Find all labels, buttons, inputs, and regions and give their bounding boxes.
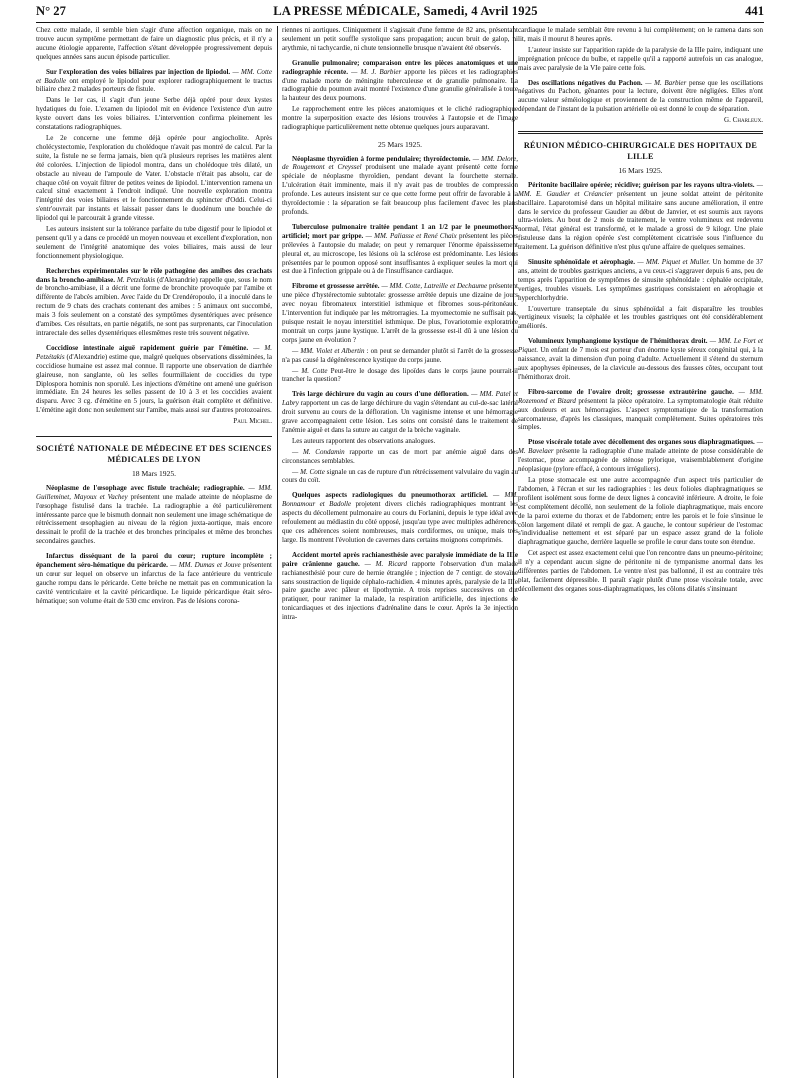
article [282,390,518,435]
article-authors: M. Petzétakis [116,275,156,284]
column-2 [282,26,518,1078]
paragraph [282,367,518,385]
article-title: Volumineux lymphangiome kystique de l'hémithorax droit. [528,337,708,346]
signature: Paul Michel. [233,417,272,426]
paragraph: Cet aspect est assez exactement celui que l'on rencontre dans un pneumo-péritoine; il n'y a cependant aucun signe de péritonite ni de tympanisme anormal dans les différentes parties de l'abdomen. Le ventre n'est pas ballonné, il est au contraire très plat, facilement dépressible. Il paraît s'agir plutôt d'une ptose viscérale totale, avec décollement des organes sous-diaphragmatiques, les côlons dilatés s'insinuant [518,549,763,593]
article [36,344,272,415]
article-text: Peut-être le dosage des lipoïdes dans le corps jaune pourrait-il trancher la question? [282,366,518,384]
paragraph [282,468,518,486]
session-date: 16 Mars 1925. [618,166,663,176]
article-text: présentent la pièce opératoire. La symptomatologie était réduite aux douleurs et aux hémorragies. L'aspect symptomatique de la transformation sarcomateuse, d'après les classiques, manquait complètement. Suites opératoires très simples. [518,396,763,432]
article-authors: — MM. Le Fort et Piquet. [518,337,763,355]
article-title: Granulie pulmonaire; comparaison entre les pièces anatomiques et une radiographie récente. [282,58,518,76]
article [36,68,272,95]
article-title: Recherches expérimentales sur le rôle pathogène des amibes des crachats dans la broncho-amibiase. [36,266,272,284]
article-authors: — MM. Guilleminet, Mayoux et Vachey [36,483,272,501]
paragraph: Dans le 1er cas, il s'agit d'un jeune Serbe déjà opéré pour deux kystes hydatiques du foie. L'examen du lipiodol mit en évidence l'existence d'un autre kyste ouvert dans les voies biliaires. L'intervention confirma pleinement les constatations radiographiques. [36,96,272,132]
article-title: Fibrome et grossesse arrêtée. [292,282,380,291]
article-text: présentent un cœur sur lequel on observe un infarctus de la face antérieure du ventricule gauche rompu dans le péricarde. Cette brèche ne mettait pas en communication la cavité ventriculaire et la cavité péricardique. Le liquide péricardique était séro-hématique; son volume était de 530 cmc environ. Pas de lésions corona- [36,561,272,605]
article [36,484,272,546]
page-number: 441 [745,4,764,18]
article-text: Un homme de 37 ans, atteint de troubles gastriques anciens, a vu ceux-ci s'aggraver depuis 6 ans, peu de temps après l'apparition de symptômes de sinusite sphénoïdale : céphalée occipitale, vertiges, troubles visuels. Les symptômes gastriques consistaient en aérophagie et hyperchlorhydrie. [518,258,763,302]
paragraph: La ptose stomacale est une autre accompagnée d'un aspect très particulier de l'abdomen, à l'écran et sur les radiographies : les deux folioles diaphragmatiques se profilent isolément sous forme de deux lignes à concavité inférieure. A droite, le foie est complètement décollé, non seulement de la foliole diaphragmatique, mais encore de la paroi externe du thorax et de l'abdomen; entre les parois et le foie s'insinue le côlon largement dilaté et rempli de gaz. A gauche, le contour supérieur de l'estomac s'individualise nettement et est séparé par un espace assez grand de la foliole diaphragmatique gauche, derrière laquelle se profile le cœur dans toute son étendue. [518,475,763,547]
article-title: Quelques aspects radiologiques du pneumothorax artificiel. [292,491,488,500]
article [36,267,272,338]
article [282,491,518,544]
society-title: SOCIÉTÉ NATIONALE DE MÉDECINE ET DES SCIENCES MÉDICALES DE LYON [36,444,272,465]
paragraph: riennes ni aortiques. Cliniquement il s'agissait d'une femme de 82 ans, présentant seulement un petit souffle systolique sans propagation; aucun bruit de galop, ni arythmie, ni tachycardie, ni chute tensionnelle brusque n'avaient été observés. [282,26,518,52]
article-title: Sinusite sphénoïdale et aérophagie. [528,258,635,267]
paragraph: Les auteurs rapportent des observations analogues. [292,436,436,445]
article-authors: — MM. Bonnamour et Badolle [282,491,518,509]
article-title: Des oscillations négatives du Pachon. [528,78,643,87]
article-authors: — M. Cotte [292,467,325,476]
article-text: apporte les pièces et les radiographies d'une malade morte de méningite tuberculeuse et de granulie pulmonaire. La radiographie du poumon avait montré l'existence d'une granulie généralisée à toute la hauteur des deux poumons. [282,67,518,103]
article [282,282,518,344]
issue-number: N° 27 [36,4,66,18]
article-title: Sur l'exploration des voies biliaires par injection de lipiodol. [46,67,231,76]
header-rule [36,22,764,23]
article [282,551,518,622]
article-title: Néoplasme de l'œsophage avec fistule trachéale; radiographie. [46,483,245,492]
article-authors: — M. Barbier [645,78,687,87]
section-rule [518,131,763,134]
signature: G. Charleux. [724,116,763,125]
article-title: Péritonite bacillaire opérée; récidive; guérison par les rayons ultra-violets. [528,180,755,189]
paragraph: L'auteur insiste sur l'apparition rapide de la paralysie de la IIIe paire, indiquant une imprégnation précoce du bulbe, et rappelle qu'il a rapporté autrefois un cas analogue, mais avec paralysie de la VIe paire cette fois. [518,45,763,72]
article-title: Accident mortel après rachianesthésie avec paralysie immédiate de la IIIe paire crânienne gauche. [282,550,518,568]
article-authors: — MM. Cotte et Badolle [36,67,272,85]
article [518,258,763,303]
article-text: Un enfant de 7 mois est porteur d'un énorme kyste séreux congénital qui, à la naissance, avait la dimension d'un poing d'adulte. Actuellement il s'étend du sternum aux apophyses épineuses, de la clavicule au-dessous des fausses côtes, occupant tout l'hémithorax droit. [518,346,763,381]
paragraph [282,347,518,365]
article-authors: — MM. Paliasse et René Chaix [365,231,457,240]
article-authors: — M. Bavelaer [518,438,763,456]
article-authors: — M. Petzétakis [36,343,272,361]
article [518,438,763,474]
session-date: 18 Mars 1925. [131,469,177,479]
article-authors: — M. J. Barbier [351,67,402,76]
article-authors: — M. Cotte [292,366,328,375]
article [282,155,518,217]
column-3 [518,26,763,1078]
article-title: Coccidiose intestinale aiguë rapidement guérie par l'émétine. [46,343,249,352]
article-authors: — M. Ricard [364,559,408,568]
article [36,552,272,605]
article-text: projetent divers clichés radiographiques montrant les aspects du décollement pulmonaire au cours du Forlanini, depuis le type idéal avec refoulement au médiastin du côté opposé, jusqu'au type avec multiples adhérences, que ces adhérences soient nombreuses, mais cordiformes, ou unique, mais très large. Ils montrent l'évolution de cavernes dans certains moignons comprimés. [282,500,518,544]
article-text: (d'Alexandrie) rappelle que, sous le nom de broncho-amibiase, il a décrit une forme de bronchite provoquée par l'amibe et différente de l'abcès amibien. Avec l'aide du Dr Crendéropoulo, il a inoculé dans le rectum de 9 chats des crachats contenant des amibes : 5 animaux ont succombé, mais 3 fois seulement on a constaté des symptômes dysentériques avec présence d'amibes. Ces résultats, en partie négatifs, ne sont pas surprenants, car l'inoculation intrarectale des selles dysentériques ellesmêmes reste très souvent négative. [36,275,272,337]
article-authors: — MM. Piquet et Muller. [637,258,711,267]
article-text: rapporte l'observation d'un malade rachianesthésié pour cure de hernie étranglée ; injection de 7 centigr. de stovaïne sans soustraction de liquide céphalo-rachidien. 4 minutes après, paralysie de la IIIe paire gauche avec pâleur et lipothymie. A trois reprises successives on dut pratiquer, pour ranimer la malade, la respiration artificielle, des injections de tonicardiaques et des injections d'adrénaline dans le cœur. Après la 3e injection intra- [282,559,518,622]
article [518,337,763,382]
article-title: Infarctus disséquant de la paroi du cœur; rupture incomplète ; épanchement séro-hématique du péricarde. [36,552,272,570]
journal-title: LA PRESSE MÉDICALE, Samedi, 4 Avril 1925 [273,4,538,18]
paragraph: Le 2e concerne une femme déjà opérée pour angiocholite. Après cholécystectomie, l'exploration du cholédoque n'avait pas montré de calcul. Par la suite, la fistule ne se ferma jamais, bien qu'à plusieurs reprises les matières alent été colorées. L'injection de lipiodol montra, dans un cholédoque très dilaté, un obstacle au niveau de l'ampoule de Vater. L'obstacle n'était pas absolu, car de chaque côté on voyait filtrer de petites veines de lipiodol. L'intervention ramena un calcul situé exactement à l'endroit indiqué. Une nouvelle exploration montra l'intégrité des voies biliaires et le fonctionnement du sphincter d'Oddi. Celui-ci s'entr'ouvrait par instants et laissait passer dans le duodénum une bouchée de lipiodol qui le parcourait à grande vitesse. [36,133,272,223]
article-authors: — MM. Patel et Labry [282,390,518,408]
session-date: 25 Mars 1925. [377,139,423,149]
article [282,223,518,276]
society-title: RÉUNION MÉDICO-CHIRURGICALE DES HOPITAUX DE LILLE [523,141,758,162]
article-authors: — MM. Delore, de Rougemont et Creyssel [282,154,518,172]
article-authors: — MM. Rozemond et Bizard [518,387,763,405]
paragraph: Le rapprochement entre les pièces anatomiques et le cliché radiographique montre la superposition exacte des lésions trouvées à l'autopsie et de l'image radiographique particulièrement nette obtenue quelques jours auparavant. [282,105,518,132]
article-text: (d'Alexandrie) estime que, malgré quelques observations disséminées, la coccidiose humaine est assez mal connue. Il rapporte une observation de diarrhée glaireuse, non sanglante, où les selles fourmillaient de coccidies du type Diplospora hominis non sporulé. Les injections d'émétine ont amené une guérison immédiate. En 24 heures les selles passent de 10 à 3 et les coccidies avaient disparu. Avec 3 cg. d'émétine en 5 jours, la guérison était complète et définitive. L'émétine agit donc non seulement sur l'amibe, mais aussi sur d'autres protozoaires. [36,352,272,415]
article-text: pense que les oscillations négatives du Pachon, gênantes pour la lecture, doivent être négligées. Elles n'ont aucune valeur séméiologique et proviennent de la construction même de l'appareil, dépendant de l'instant de la pulsation artérielle où est donné le coup de séparation. [518,78,763,114]
article-text: présentent les pièces prélevées à l'autopsie du malade; on peut y remarquer l'énorme épaississement pleural et, au microscope, les lésions où la sclérose est prédominante. Les lésions présentées par le poumon opposé sont insuffisantes à expliquer seules la mort qui est due à l'infection grippale ou à de l'insuffisance cardiaque. [282,231,518,276]
article-title: Très large déchirure du vagin au cours d'une défloration. [292,390,469,399]
paragraph: Les auteurs insistent sur la tolérance parfaite du tube digestif pour le lipiodol et pensent qu'il y a dans ce procédé un moyen nouveau et excellent d'exploration, non seulement de l'intégrité anatomique des voies biliaires, mais aussi de leur fonctionnement physiologique. [36,225,272,260]
article-authors: — MM. Violet et Albertin [292,346,365,355]
article-title: Ptose viscérale totale avec décollement des organes sous diaphragmatiques. [528,438,755,447]
article [518,181,763,252]
article-authors: — MM. E. Gaudier et Créancier [518,180,763,198]
article-title: Néoplasme thyroïdien à forme pendulaire; thyroïdectomie. [292,154,471,163]
article-text: présente la radiographie d'une malade atteinte de ptose considérable de l'estomac, ptose accompagnée de sténose pylorique, vraisemblablement d'origine néoplasique (pylore effacé, à contours irréguliers). [518,447,763,474]
article-authors: — MM. Cotte, Latreille et Dechaume [381,282,488,291]
article-text: signale un cas de rupture d'un rétrécissement valvulaire du vagin au cours du coït. [282,467,518,485]
article-authors: — MM. Dumas et Jouve [170,561,241,570]
article-text: rapporte un cas de mort par anémie aiguë dans des circonstances semblables. [282,447,518,465]
article-text: présentent un jeune soldat atteint de péritonite bacillaire. Laparotomisé dans un hôpital militaire sans aucune amélioration, il entre dans le service du professeur Gaudier au début de Janvier, et est soumis aux rayons ultra-violets. Au bout de 2 mois de traitement, le ventre volumineux est redevenu normal, l'état général est transformé, et le malade a grossi de 9 kilogr. Une plaie fistuleuse dans la région opérée s'est complètement cicatrisée sous l'influence du traitement. La guérison définitive n'est plus qu'une affaire de quelques semaines. [518,189,763,252]
column-divider [277,26,278,1078]
paragraph: Chez cette malade, il semble bien s'agir d'une affection organique, mais on ne trouve aucun symptôme permettant de faire un diagnostic plus précis, et il n'y a aucune étiologie apparente, l'affection s'étant développée progressivement depuis quelques années sans aucun épisode particulier. [36,26,272,61]
article-text: rapportent un cas de large déchirure du vagin s'étendant au cul-de-sac latéral droit survenu au cours de la défloration. Un vaginisme intense et une hémorragie grave accompagnaient cette lésion. Les soins ont consisté dans le traitement de l'anémie aiguë et dans la suture au catgut de la brèche vaginale. [282,399,518,434]
paragraph [282,448,518,466]
article [518,79,763,115]
article [282,59,518,104]
section-rule [36,436,272,437]
article-title: Fibro-sarcome de l'ovaire droit; grossesse extrautérine gauche. [528,387,734,396]
paragraph: L'ouverture transeptale du sinus sphénoïdal a fait disparaître les troubles vertigineux visuels; la céphalée et les troubles gastriques ont été considérablement améliorés. [518,304,763,331]
article-text: : on peut se demander plutôt si l'arrêt de la grossesse n'a pas causé la dégénérescence kystique du corps jaune. [282,346,518,364]
article [518,388,763,433]
article-text: produisent une malade ayant présenté cette forme spéciale de néoplasme thyroïdien, pendant devant la fourchette sternale. L'ulcération était imminente, mais il n'y avait pas de troubles de compression profonde. Les auteurs insistent sur ce que cette forme peut offrir de favorable à la thyroïdectomie : la séparation se fait beaucoup plus facilement d'avec les plans profonds. [282,163,518,216]
paragraph: cardiaque le malade semblait être revenu à lui complètement; on le ramena dans son lit, mais il mourut 8 heures après. [518,26,763,43]
article-text: présentent une malade atteinte de néoplasme de l'œsophage fistulisé dans la trachée. La radiographie a été particulièrement intéressante parce que le bismuth donnait non seulement une image schématique de rétrécissement œsophagien au niveau de la région juxta-aortique, mais encore dessinait le profil de la trachée et des bronches principales et même des bronches secondaires gauches. [36,492,272,546]
article-title: Tuberculose pulmonaire traitée pendant 1 an 1/2 par le pneumothorax artificiel; mort par grippe. [282,222,518,240]
column-1 [36,26,272,1078]
page-header [36,4,764,22]
article-authors: — M. Condamin [292,447,345,456]
article-text: ont employé le lipiodol pour explorer radiographiquement le tractus biliaire chez 2 malades porteurs de fistule. [36,76,272,94]
article-text: présentent une pièce d'hystérectomie subtotale: grossesse arrêtée depuis une dizaine de jours avec noyau fibromateux interstitiel isthmique et fibromes sous-péritonéaux. L'intervention fut indiquée par les métrorragies. La myomectomie ne suffisait pas, puisque restait le noyau interstitiel isthmique. De plus, l'ovariotomie exploratrice montrait un corps jaune kystique. L'arrêt de la grossesse est-il dû à une lésion du corps jaune en évolution ? [282,282,518,344]
